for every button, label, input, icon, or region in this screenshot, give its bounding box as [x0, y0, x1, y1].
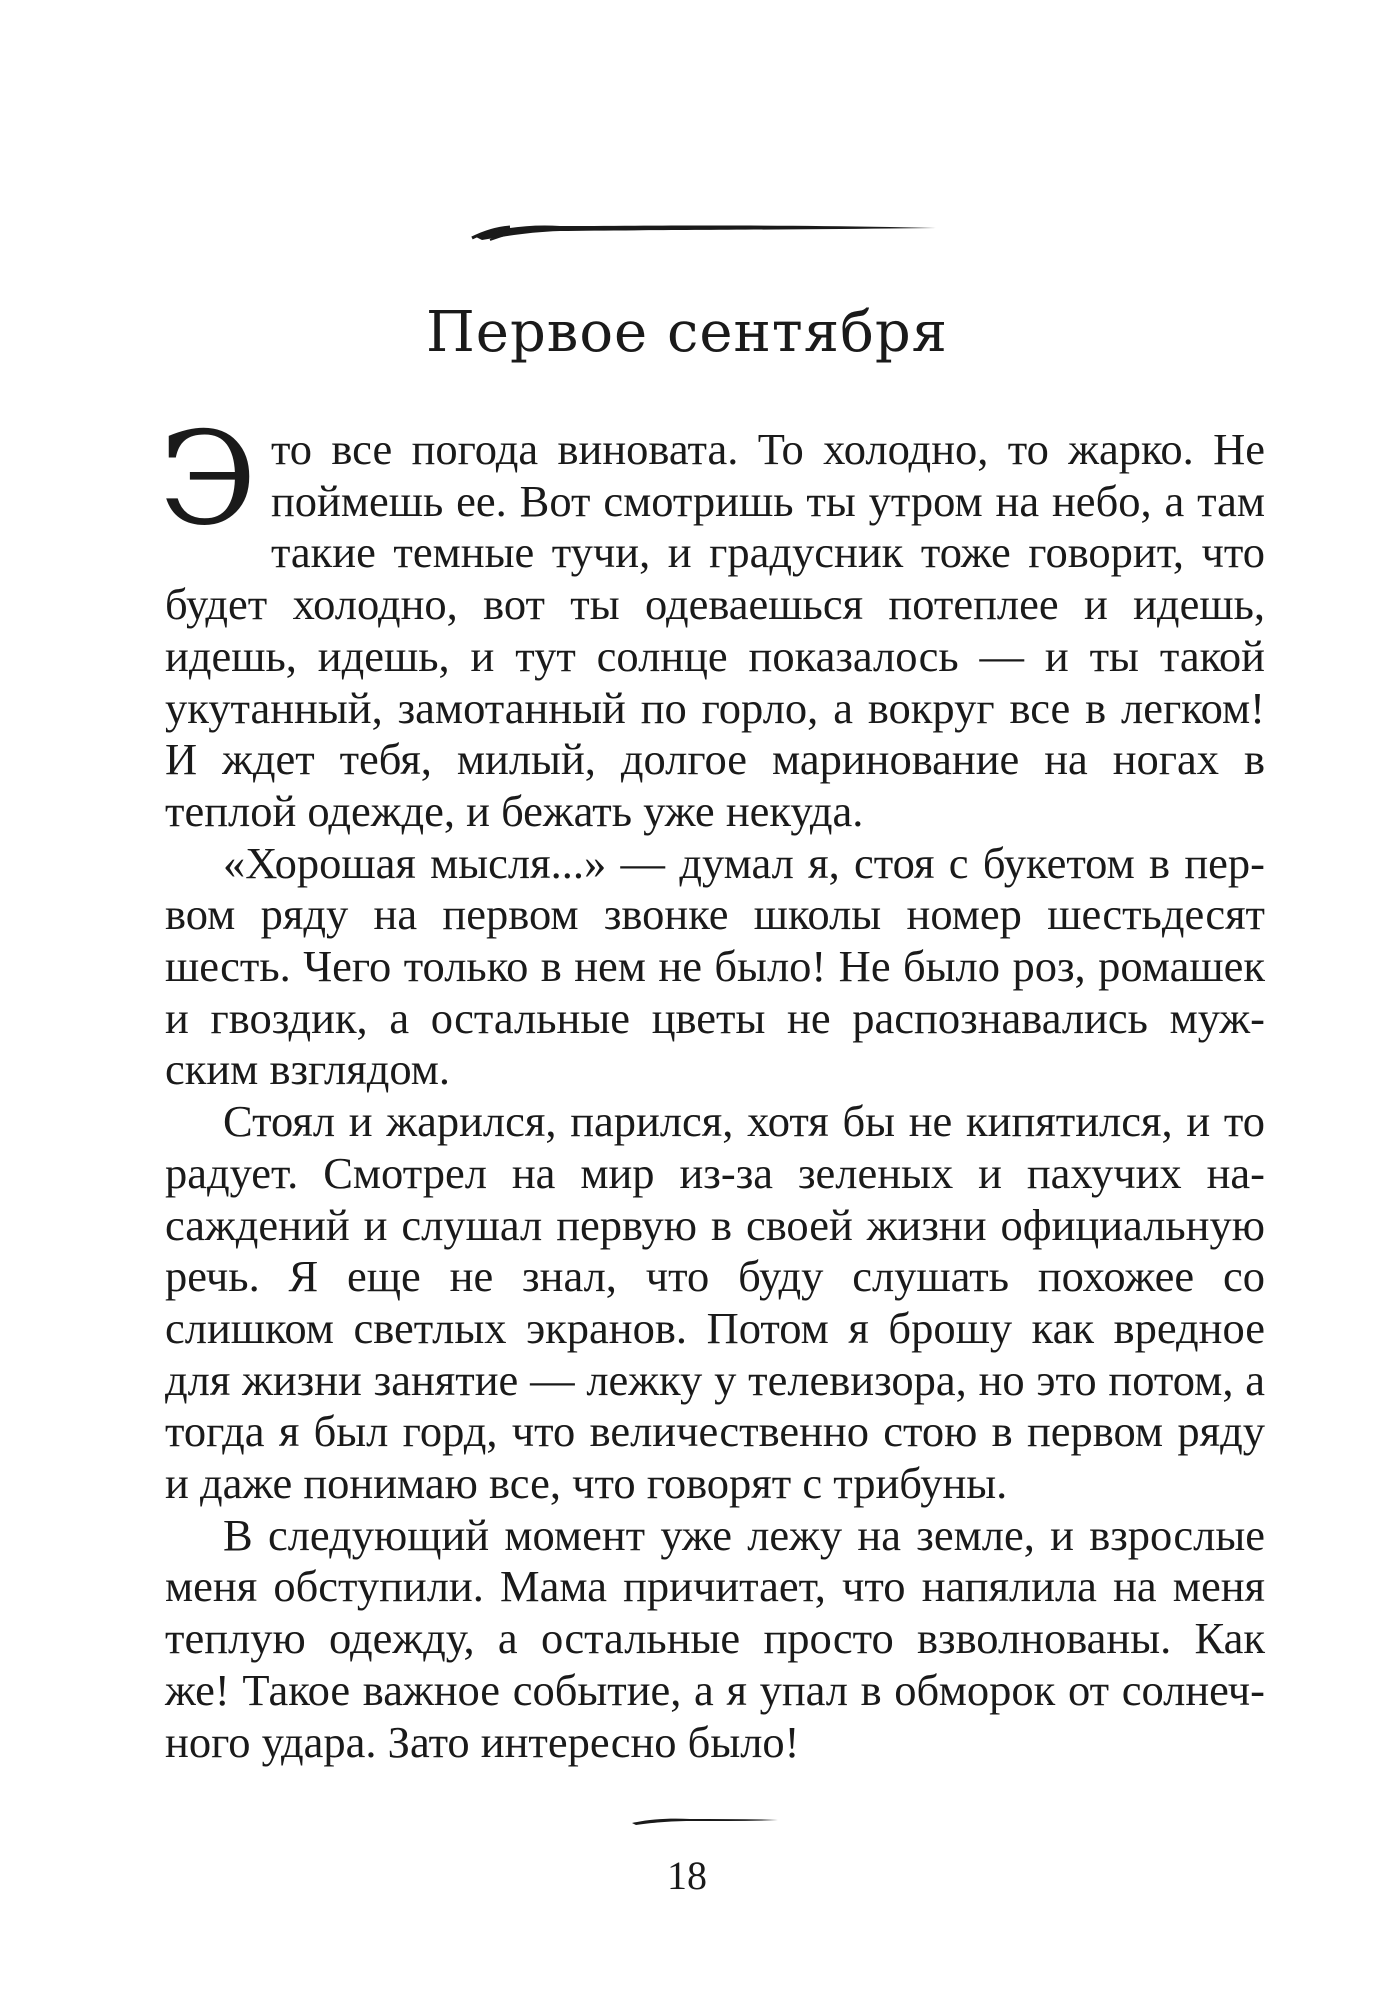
bottom-flourish-ornament	[630, 1815, 780, 1827]
top-flourish-ornament	[470, 218, 940, 242]
paragraph-2: «Хорошая мысля...» — думал я, стоя с букетом в первом ряду на первом звонке школы номер шестьдесят шесть. Чего только в нем не было! Не было роз, ромашек и гвоздик, а остальные цветы не распознавались мужским взглядом.	[165, 837, 1265, 1095]
paragraph-4: В следующий момент уже лежу на земле, и взрослые меня обступили. Мама причитает, что напялила на меня теплую одежду, а остальные просто взволнованы. Как же! Такое важное событие, а я упал в обморок от солнечного удара. Зато интересно было!	[165, 1509, 1265, 1767]
paragraph-3: Стоял и жарился, парился, хотя бы не кипятился, и то радует. Смотрел на мир из-за зеленых и пахучих насаждений и слушал первую в своей жизни официальную речь. Я еще не знал, что буду слушать похожее со слишком светлых экранов. Потом я брошу как вредное для жизни занятие — лежку у телевизора, но это потом, а тогда я был горд, что величественно стою в первом ряду и даже понимаю все, что говорят с трибуны.	[165, 1096, 1265, 1509]
drop-cap: Э	[159, 405, 257, 554]
body-text	[159, 405, 1265, 1768]
chapter-title: Первое сентября	[425, 300, 949, 365]
paragraph-1	[159, 405, 1265, 838]
page-number: 18	[667, 1853, 707, 1898]
paragraph-1-text: то все погода виновата. То холодно, то жарко. Не поймешь ее. Вот смотришь ты утром на небо, а там такие темные тучи, и градусник тоже говорит, что будет холодно, вот ты одеваешься потеплее и идешь, идешь, идешь, и тут солнце показалось — и ты такой укутанный, замотанный по горло, а вокруг все в легком! И ждет тебя, милый, долгое маринование на ногах в теплой одежде, и бежать уже некуда.	[165, 424, 1265, 836]
